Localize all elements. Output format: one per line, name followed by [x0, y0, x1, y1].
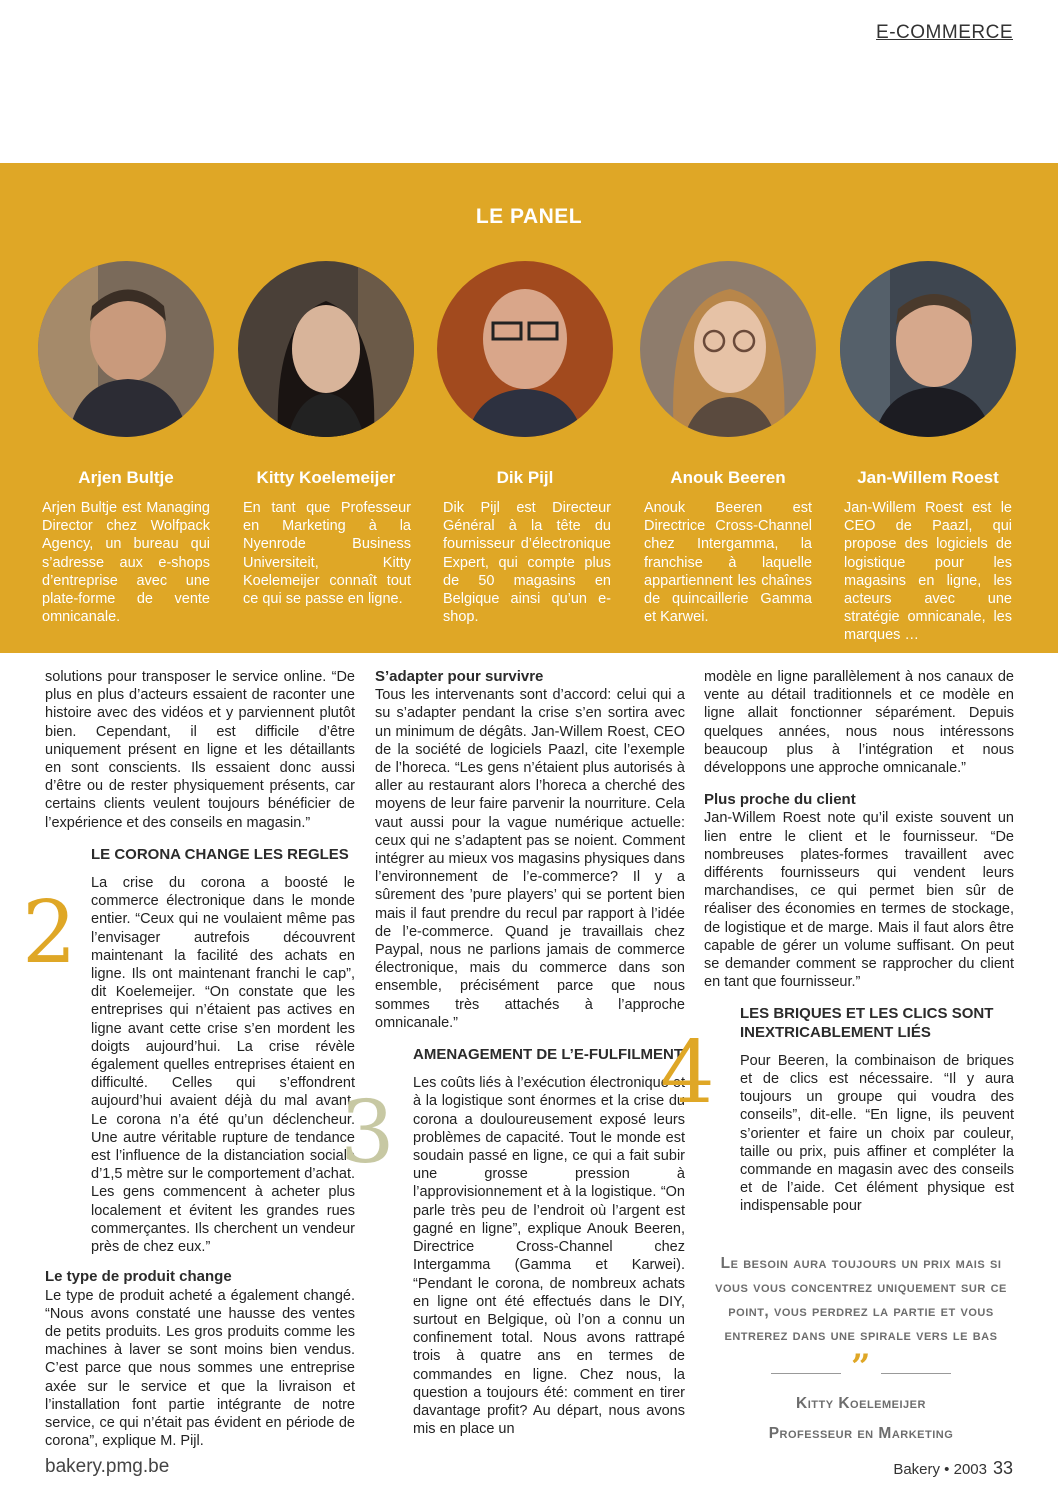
article-column-1 — [45, 668, 355, 1450]
paragraph: Jan-Willem Roest note qu’il existe souvent un lien entre le client et le fournisseur. “De nombreuses plates-formes travaillent avec différents fournisseurs qui vendent leurs marchandises, ce qui permet bien sûr de réaliser des économies en termes de stockage, de logistique et de marge. Mais il faut alors être capable de gérer un volume suffisant. On peut se demander comment se rapprocher du client en tant que fournisseur.” — [704, 810, 1014, 991]
member-name: Kitty Koelemeijer — [256, 468, 396, 487]
quote-mark-icon: ” — [850, 1347, 872, 1387]
section-heading: LES BRIQUES ET LES CLICS SONT INEXTRICABLEMENT LIÉS — [740, 1005, 994, 1041]
panel-title: LE PANEL — [475, 205, 583, 228]
member-name: Arjen Bultje — [78, 468, 174, 487]
paragraph: modèle en ligne parallèlement à nos canaux de vente au détail traditionnels et ce modèle en ligne allait fonctionner séparément. Depuis quelques années, nous nous intéressons beaucoup plus à l’intégration et nous développons une approche omnicanale.” — [704, 669, 1014, 777]
portrait-arjen-bultje — [38, 261, 214, 437]
paragraph: Les coûts liés à l’exécution électronique et à la logistique sont énormes et la crise du corona a douloureusement exposé leurs problèmes de capacité. Tout le monde est soudain passé en ligne, ce qui a fait subir une grosse pression à l’approvisionnement et à la logistique. “On parle très peu de l’endroit où l’argent est gagné en ligne”, explique Anouk Beeren, Directrice Cross-Channel chez Intergamma (Gamma et Karwei). “Pendant le corona, de nombreux achats en ligne ont été effectués dans le DIY, surtout en Belgique, où l’on a connu un confinement total. Nous avons rattrapé trois à quatre ans en termes de commandes en ligne. Chez nous, la question a toujours été: comment en tirer davantage profit? Au départ, nous avons mis en place un — [413, 1075, 685, 1438]
member-bio: En tant que Professeur en Marketing à la Nyenrode Business Universiteit, Kitty Koelemeijer connaît tout ce qui se passe en ligne. — [243, 500, 411, 608]
member-name: Dik Pijl — [496, 468, 554, 487]
member-name: Anouk Beeren — [670, 468, 786, 487]
member-bio: Jan-Willem Roest est le CEO de Paazl, qui propose des logiciels de logistique pour les magasins en ligne, les acteurs avec une stratégie omnicanale, les marques … — [844, 500, 1012, 644]
article-column-2 — [375, 668, 685, 1438]
pull-quote — [708, 1252, 1014, 1446]
paragraph: La crise du corona a boosté le commerce électronique dans le monde entier. “Ceux qui ne voulaient même pas l’envisager autrefois découvrent maintenant la facilité des achats en ligne. Ils ont maintenant franchi le cap”, dit Koelemeijer. “On constate que les entreprises qui n’étaient pas actives en ligne avant cette crise s’en mordent les doigts aujourd’hui. La crise révèle également quelles entreprises étaient en difficulté. Celles qui s’effondrent aujourd’hui avaient déjà du mal avant. Le corona n’a été qu’un déclencheur. Une autre véritable rupture de tendance est l’influence de la distanciation sociale d’1,5 mètre sur le comportement d’achat. Les gens commencent à acheter plus localement et évitent les grandes rues commerçantes. Ils cherchent un vendeur près de chez eux.” — [91, 875, 355, 1256]
section-heading: LE CORONA CHANGE LES REGLES — [91, 845, 349, 863]
portrait-anouk-beeren — [640, 261, 816, 437]
member-bio: Anouk Beeren est Directrice Cross-Channel chez Intergamma, la franchise à laquelle appartiennent les chaînes de quincaillerie Gamma et Karwei. — [644, 500, 812, 626]
subheading: S’adapter pour survivre — [375, 668, 544, 685]
portrait-kitty-koelemeijer — [238, 261, 414, 437]
page-number: 33 — [992, 1458, 1013, 1478]
quote-role: Professeur en Marketing — [768, 1425, 954, 1442]
portrait-jan-willem-roest — [840, 261, 1016, 437]
portrait-dik-pijl — [437, 261, 613, 437]
article-column-3 — [704, 668, 1014, 1216]
section-number: 4 — [660, 1023, 715, 1123]
section-number: 2 — [22, 883, 77, 983]
paragraph: solutions pour transposer le service online. “De plus en plus d’acteurs essaient de raconter une histoire avec des vidéos et y parviennent plutôt bien. Cependant, il est difficile d’être uniquement présent en ligne et les détaillants en sont conscients. Ils essaient donc aussi d’être ou de rester physiquement présents, car certains clients veulent toujours bénéficier de l’expérience et des conseils en magasin.” — [45, 669, 355, 831]
quote-divider — [881, 1373, 951, 1374]
paragraph: Le type de produit acheté a également changé. “Nous avons constaté une hausse des ventes de petits produits. Les gros produits comme les machines à laver se sont moins bien vendus. C’est parce que nous sommes une entreprise axée sur le service et que la livraison et l’installation font partie intégrante de notre service, ce qui n’était pas évident en période de corona”, explique M. Pijl. — [45, 1287, 355, 1450]
section-tag: E-COMMERCE — [876, 22, 1013, 43]
section-heading: AMENAGEMENT DE L’E-FULFILMENT — [413, 1046, 683, 1064]
subheading: Plus proche du client — [704, 791, 856, 809]
quote-author: Kitty Koelemeijer — [796, 1395, 926, 1412]
member-bio: Dik Pijl est Directeur Général à la tête du fournisseur d’électronique Expert, qui compte plus de 50 magasins en Belgique ainsi qu’un e-shop. — [443, 500, 611, 626]
paragraph: Tous les intervenants sont d’accord: celui qui a su s’adapter pendant la crise s’en sortira avec un minimum de dégâts. Jan-Willem Roest, CEO de la société de logiciels Paazl, cite l’exemple de l’horeca. “Les gens n’étaient plus autorisés à aller au restaurant alors l’horeca a cherché des moyens de leur faire parvenir la nourriture. Cela vaut aussi pour la vague numérique actuelle: ceux qui ne s’adaptent pas se noient. Comment intégrer au mieux vos magasins physiques dans l’environnement de l’e-commerce? Il y a sûrement des ’pure players’ qui se portent bien mais il faut prendre du recul par rapport à l’idée de l’e-commerce. Quand je travaillais chez Paypal, nous ne parlions jamais de commerce électronique, mais du commerce dans son ensemble, précisément parce que nous sommes très attachés à l’approche omnicanale.” — [375, 687, 685, 1031]
member-bio: Arjen Bultje est Managing Director chez Wolfpack Agency, un bureau qui s’adresse aux e-shops d’entreprise avec une plate-forme de vente omnicanale. — [42, 500, 210, 626]
subheading: Le type de produit change — [45, 1268, 232, 1286]
footer-website: bakery.pmg.be — [45, 1456, 170, 1477]
member-name: Jan-Willem Roest — [857, 468, 999, 487]
quote-divider — [771, 1373, 841, 1374]
paragraph: Pour Beeren, la combinaison de briques et de clics est nécessaire. “Il y aura toujours un groupe qui voudra des conseils”, dit-elle. “En ligne, ils peuvent s’orienter et faire un choix par couleur, taille ou prix, puis affiner et compléter la commande en magasin avec des conseils et de l’aide. Cet élément physique est indispensable pour — [740, 1052, 1014, 1215]
quote-text: Le besoin aura toujours un prix mais si vous vous concentrez uniquement sur ce point, vous perdrez la partie et vous entrerez dans une spirale vers le bas — [715, 1255, 1007, 1344]
section-number: 3 — [340, 1083, 395, 1183]
footer-magazine: Bakery • 2003 — [893, 1461, 987, 1478]
footer-issue — [893, 1458, 1013, 1479]
panel-banner — [0, 163, 1058, 653]
